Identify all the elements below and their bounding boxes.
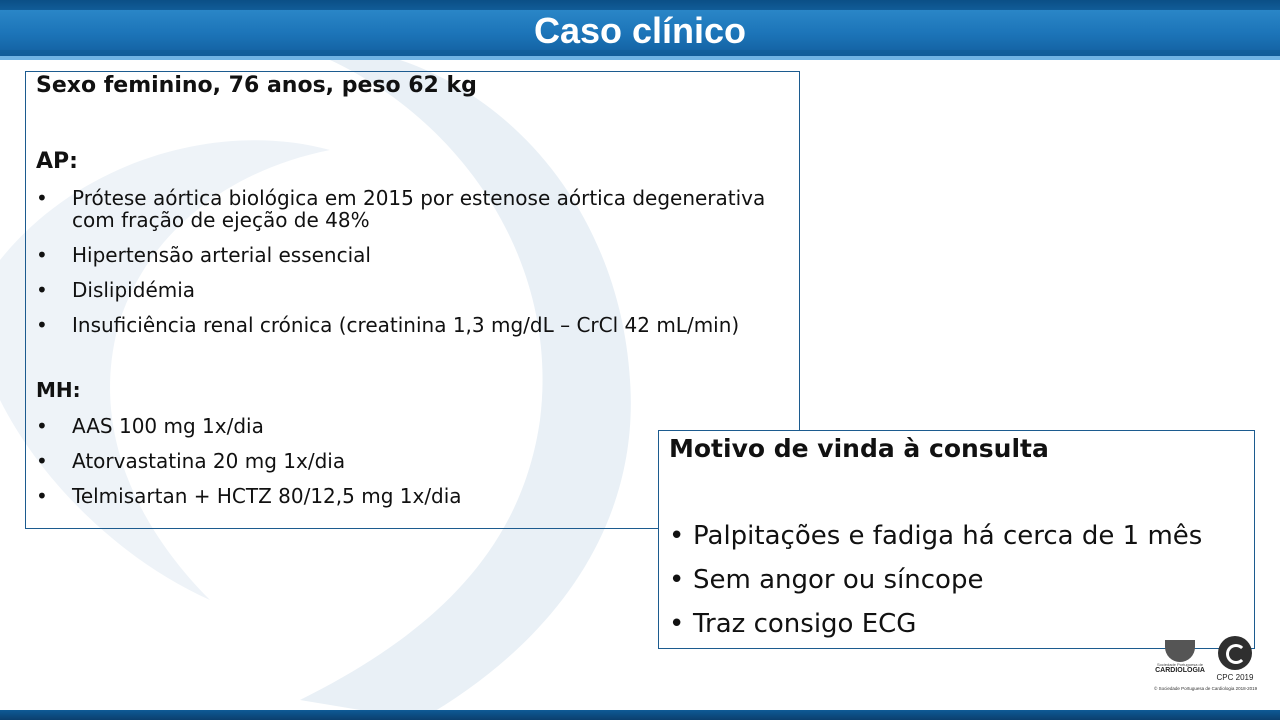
spc-logo: [1150, 640, 1210, 692]
cpc-logo-label: CPC 2019: [1216, 673, 1254, 682]
list-item: [669, 565, 1202, 595]
bullet-icon: •: [669, 521, 685, 551]
reason-item-text: Traz consigo ECG: [693, 609, 917, 639]
list-item: [36, 450, 636, 472]
bullet-icon: •: [36, 484, 48, 508]
bullet-icon: •: [36, 278, 48, 302]
slide-title-text: Caso clínico: [533, 10, 747, 51]
reason-item-text: Palpitações e fadiga há cerca de 1 mês: [693, 521, 1203, 551]
mh-item-text: Atorvastatina 20 mg 1x/dia: [72, 449, 346, 473]
ap-list: [36, 187, 786, 336]
cpc-logo: [1213, 636, 1257, 686]
cpc-swirl-icon: [1218, 636, 1252, 670]
list-item: [669, 609, 1202, 639]
list-item: [36, 415, 636, 437]
list-item: [36, 244, 786, 266]
bullet-icon: •: [36, 414, 48, 438]
bullet-icon: •: [36, 243, 48, 267]
heart-icon: [1165, 640, 1195, 662]
ap-item-text: Hipertensão arterial essencial: [72, 243, 371, 267]
reason-item-text: Sem angor ou síncope: [693, 565, 984, 595]
ap-heading: AP:: [36, 149, 78, 174]
bullet-icon: •: [669, 565, 685, 595]
list-item: [36, 485, 636, 507]
copyright-text: © Sociedade Portuguesa de Cardiologia 2018-2019: [1154, 686, 1258, 691]
list-item: [36, 279, 786, 301]
ap-item-text: Insuficiência renal crónica (creatinina 1,3 mg/dL – CrCl 42 mL/min): [72, 313, 740, 337]
mh-item-text: Telmisartan + HCTZ 80/12,5 mg 1x/dia: [72, 484, 462, 508]
consult-reason-list: [669, 521, 1202, 653]
consult-reason-heading: Motivo de vinda à consulta: [669, 434, 1049, 463]
title-underline: [0, 56, 1280, 60]
consult-reason-box: [658, 430, 1255, 649]
mh-list: [36, 415, 636, 507]
ap-item-text: Prótese aórtica biológica em 2015 por estenose aórtica degenerativa com fração de ejeção de 48%: [72, 186, 766, 232]
bullet-icon: •: [669, 609, 685, 639]
list-item: [669, 521, 1202, 551]
slide-title: [0, 8, 1280, 54]
spc-logo-subtitle: Sociedade Portuguesa de: [1156, 662, 1204, 667]
mh-heading: MH:: [36, 378, 81, 402]
bullet-icon: •: [36, 449, 48, 473]
patient-summary: Sexo feminino, 76 anos, peso 62 kg: [36, 73, 477, 98]
ap-item-text: Dislipidémia: [72, 278, 196, 302]
bullet-icon: •: [36, 186, 48, 210]
spc-logo-title: CARDIOLOGIA: [1155, 667, 1205, 674]
list-item: [36, 314, 786, 336]
mh-item-text: AAS 100 mg 1x/dia: [72, 414, 264, 438]
list-item: [36, 187, 786, 231]
footer-bar: [0, 710, 1280, 720]
bullet-icon: •: [36, 313, 48, 337]
